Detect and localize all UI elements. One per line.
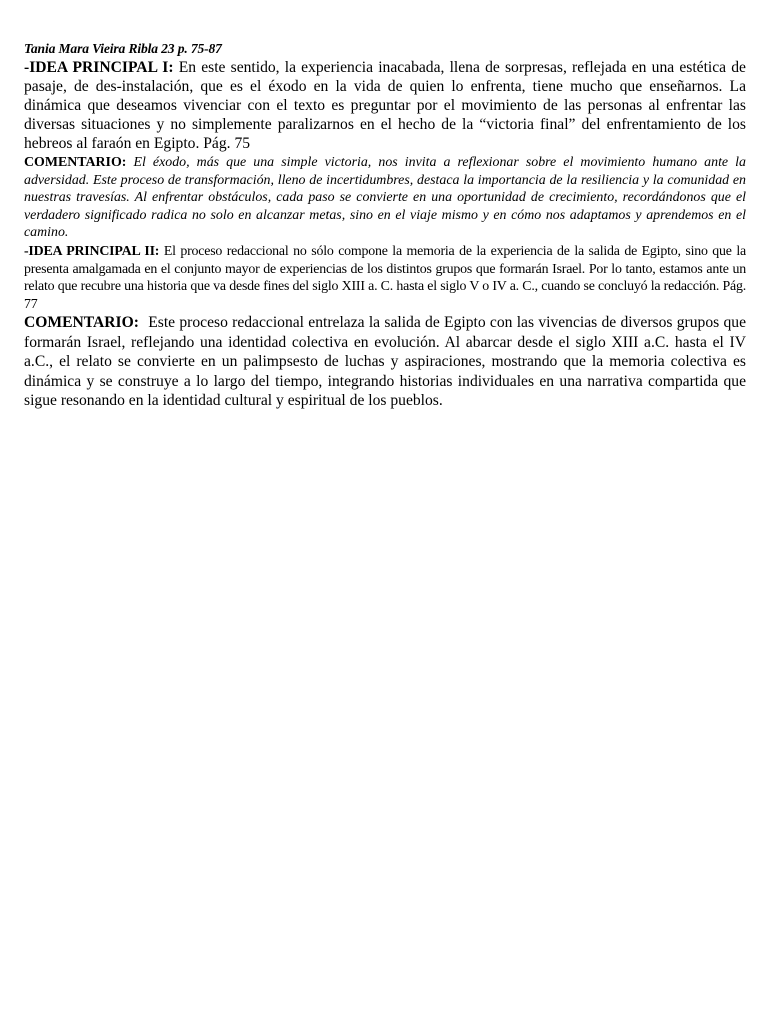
document-page [24,40,746,410]
idea-principal-1 [24,58,746,153]
idea-principal-1-text: En este sentido, la experiencia inacabada, llena de sorpresas, reflejada en una estética de pasaje, de des-instalación, que es el éxodo en la vida de quien lo enfrenta, tiene mucho que enseñarnos. La dinámica que deseamos vivenciar con el texto es preguntar por el movimiento de las personas al enfrentar las diversas situaciones y no simplemente paralizarnos en el hecho de la “victoria final” del enfrentamiento de los hebreos al faraón en Egipto. Pág. 75 [24,59,746,152]
idea-principal-2-text: El proceso redaccional no sólo compone la memoria de la experiencia de la salida de Egipto, sino que la presenta amalgamada en el conjunto mayor de experiencias de los distintos grupos que formarán Israel. Por lo tanto, estamos ante un relato que recubre una historia que va desde fines del siglo XIII a. C. hasta el siglo V o IV a. C., cuando se concluyó la redacción. Pág. 77 [24,243,746,312]
comentario-1 [24,154,746,242]
document-title: Tania Mara Vieira Ribla 23 p. 75-87 [24,41,222,56]
comentario-1-text: El éxodo, más que una simple victoria, nos invita a reflexionar sobre el movimiento humano ante la adversidad. Este proceso de transformación, lleno de incertidumbres, destaca la importancia de la resiliencia y la comunidad en nuestras travesías. Al enfrentar obstáculos, cada paso se convierte en una oportunidad de crecimiento, recordándonos que el verdadero significado radica no solo en alcanzar metas, sino en el viaje mismo y en cómo nos adaptamos y aprendemos en el camino. [24,155,746,241]
idea-principal-2 [24,243,746,313]
idea-principal-1-label: -IDEA PRINCIPAL I: [24,59,174,76]
comentario-2-text: Este proceso redaccional entrelaza la salida de Egipto con las vivencias de diversos grupos que formarán Israel, reflejando una identidad colectiva en evolución. Al abarcar desde el siglo XIII a.C. hasta el IV a.C., el relato se convierte en un palimpsesto de luchas y aspiraciones, mostrando que la memoria colectiva es dinámica y se construye a lo largo del tiempo, integrando historias individuales en una narrativa compartida que sigue resonando en la identidad cultural y espiritual de los pueblos. [24,314,747,409]
idea-principal-2-label: -IDEA PRINCIPAL II: [24,243,160,259]
comentario-1-label: COMENTARIO: [24,155,127,170]
comentario-2 [24,313,746,410]
comentario-2-label: COMENTARIO: [24,314,139,332]
